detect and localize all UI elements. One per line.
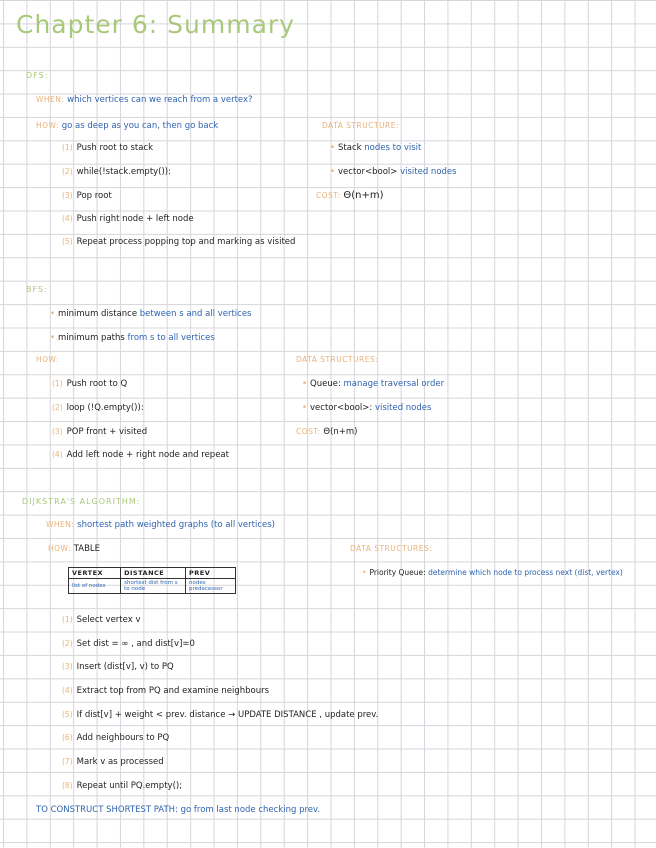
- step-number: (6): [62, 733, 73, 742]
- dfs-step: [62, 192, 112, 201]
- dijkstra-when: [46, 521, 275, 530]
- step-number: (1): [62, 143, 73, 152]
- bfs-step: [52, 428, 147, 437]
- step-number: (8): [62, 781, 73, 790]
- table-cell: shortest dist from s to node: [121, 579, 186, 594]
- step-text: Push right node + left node: [76, 214, 194, 224]
- step-text: Pop root: [76, 191, 112, 201]
- dijkstra-table: [68, 567, 236, 594]
- dijkstra-how: [48, 545, 100, 554]
- dfs-how-label: HOW:: [36, 121, 60, 130]
- dijkstra-step: [62, 663, 174, 672]
- dijkstra-footer: TO CONSTRUCT SHORTEST PATH: go from last node checking prev.: [36, 805, 321, 815]
- step-number: (5): [62, 237, 73, 246]
- dfs-heading: DFS:: [26, 71, 49, 80]
- ds-desc: visited nodes: [374, 403, 432, 413]
- dijkstra-step: [62, 758, 164, 767]
- dfs-when-label: WHEN:: [36, 95, 65, 104]
- ds-name: Stack: [338, 143, 362, 153]
- bullet-main: minimum distance: [58, 309, 138, 319]
- step-text: Extract top from PQ and examine neighbours: [76, 686, 270, 696]
- bullet-icon: •: [330, 167, 336, 177]
- dfs-ds-item: [330, 168, 457, 177]
- bfs-step: [52, 404, 144, 413]
- ds-desc: visited nodes: [400, 167, 457, 177]
- table-header: VERTEX: [69, 568, 121, 579]
- step-text: Push root to Q: [66, 379, 128, 389]
- bfs-ds-label: DATA STRUCTURES:: [296, 355, 379, 364]
- step-number: (3): [52, 427, 63, 436]
- ds-desc: nodes to visit: [364, 143, 422, 153]
- step-text: Add neighbours to PQ: [76, 733, 170, 743]
- dfs-ds-label: DATA STRUCTURE:: [322, 121, 400, 130]
- dijkstra-when-label: WHEN:: [46, 520, 75, 529]
- step-number: (2): [62, 167, 73, 176]
- cost-value: Θ(n+m): [343, 190, 384, 201]
- dfs-when-text: which vertices can we reach from a vertex?: [67, 95, 253, 105]
- bfs-cost: [296, 428, 358, 437]
- dijkstra-heading: DIJKSTRA'S ALGORITHM:: [22, 497, 141, 506]
- ds-desc: determine which node to process next (dist, vertex): [428, 568, 623, 577]
- dijkstra-ds-label: DATA STRUCTURES:: [350, 544, 433, 553]
- bullet-main: minimum paths: [58, 333, 125, 343]
- dijkstra-step: [62, 616, 140, 625]
- step-number: (2): [62, 639, 73, 648]
- ds-desc: manage traversal order: [343, 379, 445, 389]
- bfs-ds-item: [302, 380, 444, 389]
- bfs-how-label: HOW:: [36, 355, 60, 364]
- dfs-cost: [316, 191, 384, 201]
- bfs-heading: BFS:: [26, 285, 48, 294]
- step-number: (3): [62, 662, 73, 671]
- table-row: [69, 579, 236, 594]
- table-header: DISTANCE: [121, 568, 186, 579]
- step-text: Push root to stack: [76, 143, 154, 153]
- cost-value: Θ(n+m): [323, 427, 358, 437]
- table-cell: list of nodes: [69, 579, 121, 594]
- dijkstra-ds-item: [362, 569, 623, 577]
- step-text: Select vertex v: [76, 615, 141, 625]
- step-number: (7): [62, 757, 73, 766]
- bullet-icon: •: [50, 333, 56, 343]
- dfs-ds-item: [330, 144, 421, 153]
- step-number: (2): [52, 403, 63, 412]
- bullet-icon: •: [302, 403, 308, 413]
- step-text: Repeat until PQ.empty();: [76, 781, 183, 791]
- dijkstra-step: [62, 687, 269, 696]
- step-text: POP front + visited: [66, 427, 148, 437]
- step-text: Add left node + right node and repeat: [66, 450, 229, 460]
- step-text: If dist[v] + weight < prev. distance → UPDATE DISTANCE , update prev.: [76, 710, 379, 720]
- dijkstra-how-text: TABLE: [73, 544, 101, 554]
- dijkstra-step: [62, 734, 169, 743]
- step-text: while(!stack.empty()):: [76, 167, 171, 177]
- dfs-step: [62, 144, 153, 153]
- dfs-how: [36, 122, 218, 131]
- dijkstra-how-label: HOW:: [48, 544, 72, 553]
- bullet-icon: •: [50, 309, 56, 319]
- step-number: (4): [62, 686, 73, 695]
- bfs-bullet: [50, 334, 215, 343]
- step-number: (5): [62, 710, 73, 719]
- dfs-step: [62, 215, 194, 224]
- table-cell: nodes predecessor: [185, 579, 235, 594]
- bfs-step: [52, 380, 127, 389]
- cost-label: COST:: [296, 427, 321, 436]
- dijkstra-step: [62, 711, 378, 720]
- dijkstra-when-text: shortest path weighted graphs (to all vertices): [77, 520, 275, 530]
- page-title: Chapter 6: Summary: [16, 10, 295, 39]
- step-number: (4): [62, 214, 73, 223]
- bfs-bullet: [50, 310, 251, 319]
- bullet-icon: •: [362, 568, 367, 577]
- ds-name: vector<bool>: [338, 167, 398, 177]
- dfs-how-text: go as deep as you can, then go back: [61, 121, 219, 131]
- bfs-ds-item: [302, 404, 431, 413]
- step-text: Set dist = ∞ , and dist[v]=0: [76, 639, 195, 649]
- step-number: (1): [62, 615, 73, 624]
- step-text: loop (!Q.empty()):: [66, 403, 144, 413]
- table-header-row: [69, 568, 236, 579]
- bullet-detail: between s and all vertices: [139, 309, 252, 319]
- bfs-step: [52, 451, 229, 460]
- bullet-icon: •: [302, 379, 308, 389]
- dijkstra-step: [62, 782, 182, 791]
- dfs-when: [36, 96, 253, 105]
- step-number: (3): [62, 191, 73, 200]
- step-text: Repeat process popping top and marking as visited: [76, 237, 296, 247]
- ds-name: vector<bool>:: [310, 403, 373, 413]
- cost-label: COST:: [316, 191, 341, 200]
- ds-name: Priority Queue:: [369, 568, 426, 577]
- bullet-icon: •: [330, 143, 336, 153]
- table-header: PREV: [185, 568, 235, 579]
- step-number: (4): [52, 450, 63, 459]
- dfs-step: [62, 238, 295, 247]
- ds-name: Queue:: [310, 379, 341, 389]
- bullet-detail: from s to all vertices: [127, 333, 215, 343]
- step-text: Insert (dist[v], v) to PQ: [76, 662, 174, 672]
- step-text: Mark v as processed: [76, 757, 164, 767]
- step-number: (1): [52, 379, 63, 388]
- dfs-step: [62, 168, 171, 177]
- dijkstra-step: [62, 640, 195, 649]
